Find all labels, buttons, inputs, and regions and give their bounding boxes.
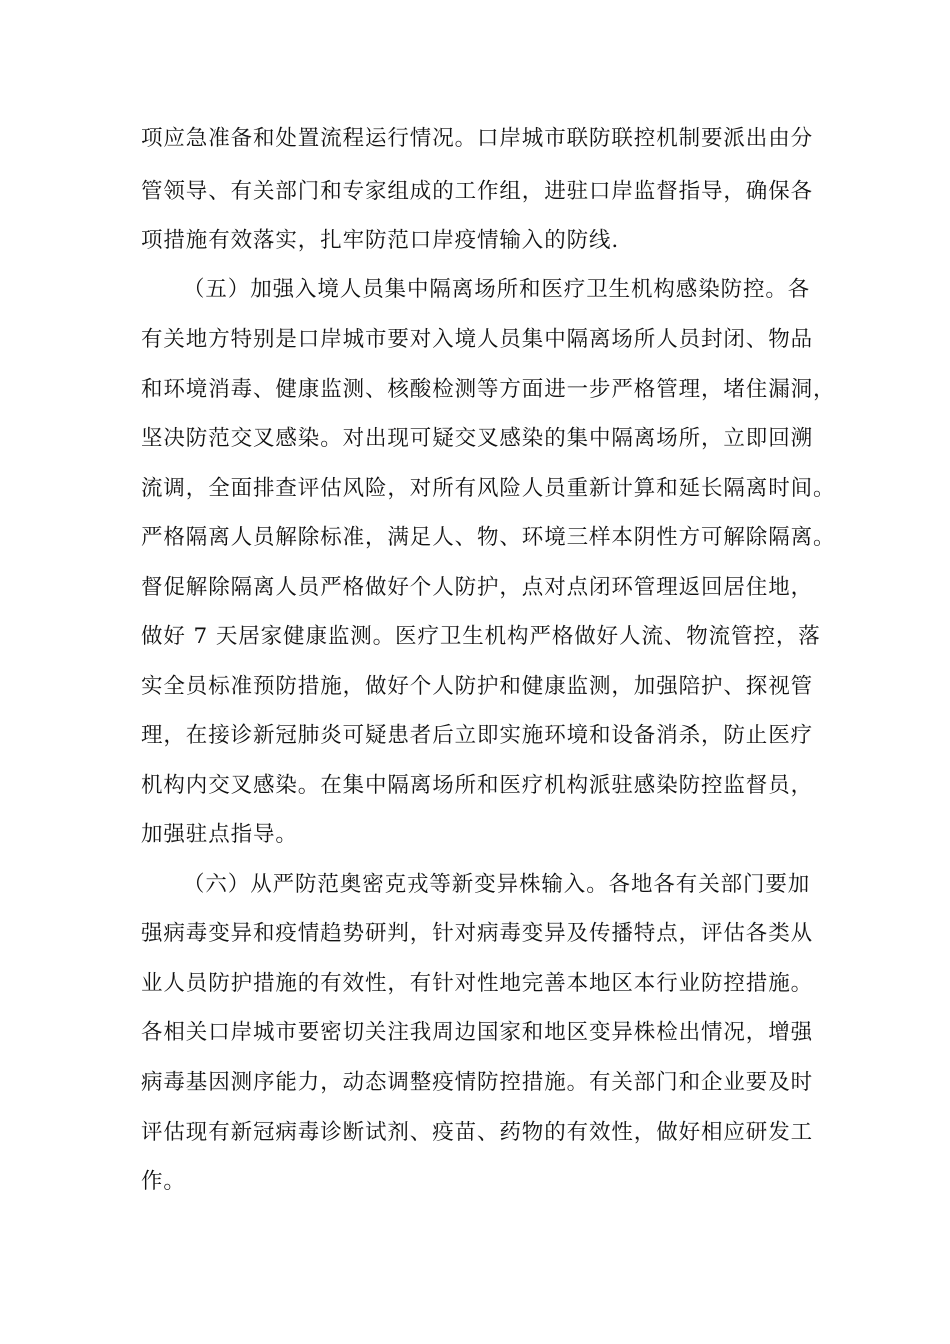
text-line: 督促解除隔离人员严格做好个人防护，点对点闭环管理返回居住地，: [141, 575, 814, 600]
text-line: 项应急准备和处置流程运行情况。口岸城市联防联控机制要派出由分: [141, 126, 814, 151]
text-line: 管领导、有关部门和专家组成的工作组，进驻口岸监督指导，确保各: [141, 179, 814, 204]
text-line: 加强驻点指导。: [141, 822, 298, 847]
text-line: 做好 7 天居家健康监测。医疗卫生机构严格做好人流、物流管控，落: [141, 624, 821, 649]
text-line: 理，在接诊新冠肺炎可疑患者后立即实施环境和设备消杀，防止医疗: [141, 723, 814, 748]
text-line: （五）加强入境人员集中隔离场所和医疗卫生机构感染防控。各: [183, 277, 811, 302]
text-line: 项措施有效落实，扎牢防范口岸疫情输入的防线.: [141, 228, 620, 253]
text-line: 和环境消毒、健康监测、核酸检测等方面进一步严格管理，堵住漏洞，: [141, 377, 836, 402]
text-line: 作。: [141, 1169, 186, 1194]
text-line: 病毒基因测序能力，动态调整疫情防控措施。有关部门和企业要及时: [141, 1070, 814, 1095]
text-line: 各相关口岸城市要密切关注我周边国家和地区变异株检出情况，增强: [141, 1020, 814, 1045]
text-line: 流调，全面排查评估风险，对所有风险人员重新计算和延长隔离时间。: [141, 476, 836, 501]
text-line: 实全员标准预防措施，做好个人防护和健康监测，加强陪护、探视管: [141, 674, 814, 699]
text-line: 强病毒变异和疫情趋势研判，针对病毒变异及传播特点，评估各类从: [141, 921, 814, 946]
text-line: （六）从严防范奥密克戎等新变异株输入。各地各有关部门要加: [183, 872, 811, 897]
text-line: 严格隔离人员解除标准，满足人、物、环境三样本阴性方可解除隔离。: [141, 525, 836, 550]
text-line: 机构内交叉感染。在集中隔离场所和医疗机构派驻感染防控监督员，: [141, 773, 814, 798]
text-line: 业人员防护措施的有效性，有针对性地完善本地区本行业防控措施。: [141, 971, 814, 996]
text-line: 有关地方特别是口岸城市要对入境人员集中隔离场所人员封闭、物品: [141, 327, 814, 352]
text-line: 评估现有新冠病毒诊断试剂、疫苗、药物的有效性，做好相应研发工: [141, 1120, 814, 1145]
text-line: 坚决防范交叉感染。对出现可疑交叉感染的集中隔离场所，立即回溯: [141, 426, 814, 451]
